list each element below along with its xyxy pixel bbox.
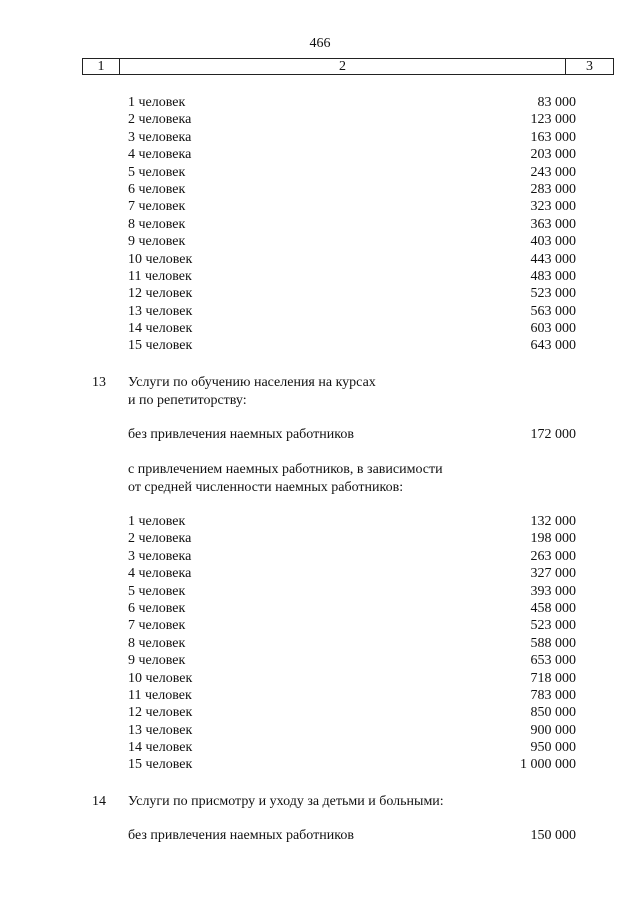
no-hired-label: без привлечения наемных работников bbox=[128, 427, 354, 442]
rate-row-label: 5 человек bbox=[128, 583, 186, 599]
rate-row bbox=[0, 722, 640, 739]
section-13-rate-list bbox=[0, 513, 640, 774]
rate-row-label: 6 человек bbox=[128, 181, 186, 197]
rate-row bbox=[0, 268, 640, 285]
rate-row-label: 1 человек bbox=[128, 514, 186, 529]
rate-row-label: 8 человек bbox=[128, 635, 186, 651]
rate-row-label: 14 человек bbox=[128, 321, 193, 337]
rate-row-label: 13 человек bbox=[128, 722, 193, 738]
section-13-no-hired-row bbox=[0, 426, 640, 443]
rate-row-value: 403 000 bbox=[530, 234, 576, 250]
rate-row bbox=[0, 583, 640, 600]
rate-row bbox=[0, 94, 640, 111]
rate-row-label: 3 человека bbox=[128, 129, 192, 145]
rate-row-value: 323 000 bbox=[530, 199, 576, 215]
rate-row-value: 523 000 bbox=[530, 618, 576, 634]
rate-row-label: 10 человек bbox=[128, 251, 193, 267]
section-14-number: 14 bbox=[92, 794, 106, 809]
column-header-row bbox=[82, 58, 614, 75]
rate-row-label: 11 человек bbox=[128, 687, 192, 703]
rate-row bbox=[0, 320, 640, 337]
rate-row-value: 563 000 bbox=[530, 303, 576, 319]
rate-row bbox=[0, 164, 640, 181]
rate-row-value: 263 000 bbox=[530, 548, 576, 564]
page-number: 466 bbox=[309, 36, 331, 51]
rate-row-value: 243 000 bbox=[530, 164, 576, 180]
rate-row-value: 523 000 bbox=[530, 286, 576, 302]
rate-row-label: 7 человек bbox=[128, 618, 186, 634]
rate-row bbox=[0, 635, 640, 652]
rate-row bbox=[0, 198, 640, 215]
section-14-no-hired bbox=[0, 827, 640, 844]
section-13-no-hired bbox=[0, 426, 640, 443]
rate-row-value: 163 000 bbox=[530, 129, 576, 145]
hired-intro-row-2 bbox=[0, 479, 640, 497]
rate-row bbox=[0, 233, 640, 250]
rate-row-label: 9 человек bbox=[128, 653, 186, 669]
rate-row bbox=[0, 565, 640, 582]
rate-row bbox=[0, 670, 640, 687]
rate-row bbox=[0, 181, 640, 198]
rate-row-value: 363 000 bbox=[530, 216, 576, 232]
rate-row-label: 15 человек bbox=[128, 757, 193, 773]
section-14 bbox=[0, 793, 640, 810]
rate-row bbox=[0, 687, 640, 704]
rate-row bbox=[0, 337, 640, 354]
rate-row-label: 15 человек bbox=[128, 338, 193, 354]
rate-row-label: 4 человека bbox=[128, 147, 192, 163]
rate-row bbox=[0, 303, 640, 320]
rate-row-value: 718 000 bbox=[530, 670, 576, 686]
rate-row-label: 13 человек bbox=[128, 303, 193, 319]
rate-row-label: 8 человек bbox=[128, 216, 186, 232]
section-13-title-row bbox=[0, 374, 640, 392]
no-hired-value: 172 000 bbox=[530, 427, 576, 442]
rate-row-label: 2 человека bbox=[128, 531, 192, 547]
rate-row-label: 6 человек bbox=[128, 600, 186, 616]
rate-row-value: 950 000 bbox=[530, 740, 576, 756]
column-header-3: 3 bbox=[586, 59, 593, 74]
rate-row bbox=[0, 600, 640, 617]
rate-row-label: 1 человек bbox=[128, 95, 186, 110]
no-hired-value: 150 000 bbox=[530, 828, 576, 843]
rate-row bbox=[0, 756, 640, 773]
rate-row bbox=[0, 251, 640, 268]
hired-intro-line-2: от средней численности наемных работников: bbox=[128, 480, 404, 495]
rate-row-value: 588 000 bbox=[530, 635, 576, 651]
rate-row-label: 3 человека bbox=[128, 548, 192, 564]
rate-list-continued bbox=[0, 94, 640, 355]
section-14-no-hired-row bbox=[0, 827, 640, 844]
rate-row-label: 4 человека bbox=[128, 566, 192, 582]
rate-row-value: 83 000 bbox=[537, 95, 576, 110]
section-14-title-row bbox=[0, 793, 640, 810]
rate-row bbox=[0, 216, 640, 233]
rate-row-value: 458 000 bbox=[530, 600, 576, 616]
rate-row-value: 1 000 000 bbox=[520, 757, 576, 773]
rate-row bbox=[0, 704, 640, 721]
rate-row bbox=[0, 617, 640, 634]
rate-row bbox=[0, 739, 640, 756]
rate-row bbox=[0, 111, 640, 128]
rate-row-value: 393 000 bbox=[530, 583, 576, 599]
rate-row-label: 9 человек bbox=[128, 234, 186, 250]
rate-row bbox=[0, 548, 640, 565]
rate-row-value: 900 000 bbox=[530, 722, 576, 738]
rate-row-label: 2 человека bbox=[128, 112, 192, 128]
rate-row-value: 443 000 bbox=[530, 251, 576, 267]
section-13-hired-intro bbox=[0, 461, 640, 497]
rate-row-value: 132 000 bbox=[530, 514, 576, 529]
rate-row-value: 850 000 bbox=[530, 705, 576, 721]
rate-row-label: 7 человек bbox=[128, 199, 186, 215]
section-13-title-row-2 bbox=[0, 392, 640, 410]
rate-row bbox=[0, 285, 640, 302]
rate-row-value: 198 000 bbox=[530, 531, 576, 547]
rate-row-label: 10 человек bbox=[128, 670, 193, 686]
rate-row-value: 203 000 bbox=[530, 147, 576, 163]
no-hired-label: без привлечения наемных работников bbox=[128, 828, 354, 843]
section-13-title-line-2: и по репетиторству: bbox=[128, 393, 247, 408]
rate-row-value: 783 000 bbox=[530, 687, 576, 703]
section-13-title-line-1: Услуги по обучению населения на курсах bbox=[128, 375, 376, 390]
rate-row-label: 12 человек bbox=[128, 286, 193, 302]
rate-row-value: 283 000 bbox=[530, 181, 576, 197]
rate-row bbox=[0, 652, 640, 669]
hired-intro-row-1 bbox=[0, 461, 640, 479]
section-13-number: 13 bbox=[92, 375, 106, 390]
section-13 bbox=[0, 374, 640, 410]
column-header-2: 2 bbox=[119, 59, 566, 74]
rate-row bbox=[0, 530, 640, 547]
rate-row bbox=[0, 513, 640, 530]
rate-row-label: 11 человек bbox=[128, 268, 192, 284]
rate-row bbox=[0, 146, 640, 163]
rate-row bbox=[0, 129, 640, 146]
rate-row-label: 12 человек bbox=[128, 705, 193, 721]
rate-row-value: 603 000 bbox=[530, 321, 576, 337]
rate-row-value: 327 000 bbox=[530, 566, 576, 582]
rate-row-label: 14 человек bbox=[128, 740, 193, 756]
section-14-title: Услуги по присмотру и уходу за детьми и больными: bbox=[128, 794, 444, 809]
rate-row-value: 123 000 bbox=[530, 112, 576, 128]
rate-row-value: 483 000 bbox=[530, 268, 576, 284]
rate-row-value: 653 000 bbox=[530, 653, 576, 669]
hired-intro-line-1: с привлечением наемных работников, в зависимости bbox=[128, 462, 443, 477]
rate-row-label: 5 человек bbox=[128, 164, 186, 180]
rate-row-value: 643 000 bbox=[530, 338, 576, 354]
column-header-1: 1 bbox=[97, 59, 105, 74]
